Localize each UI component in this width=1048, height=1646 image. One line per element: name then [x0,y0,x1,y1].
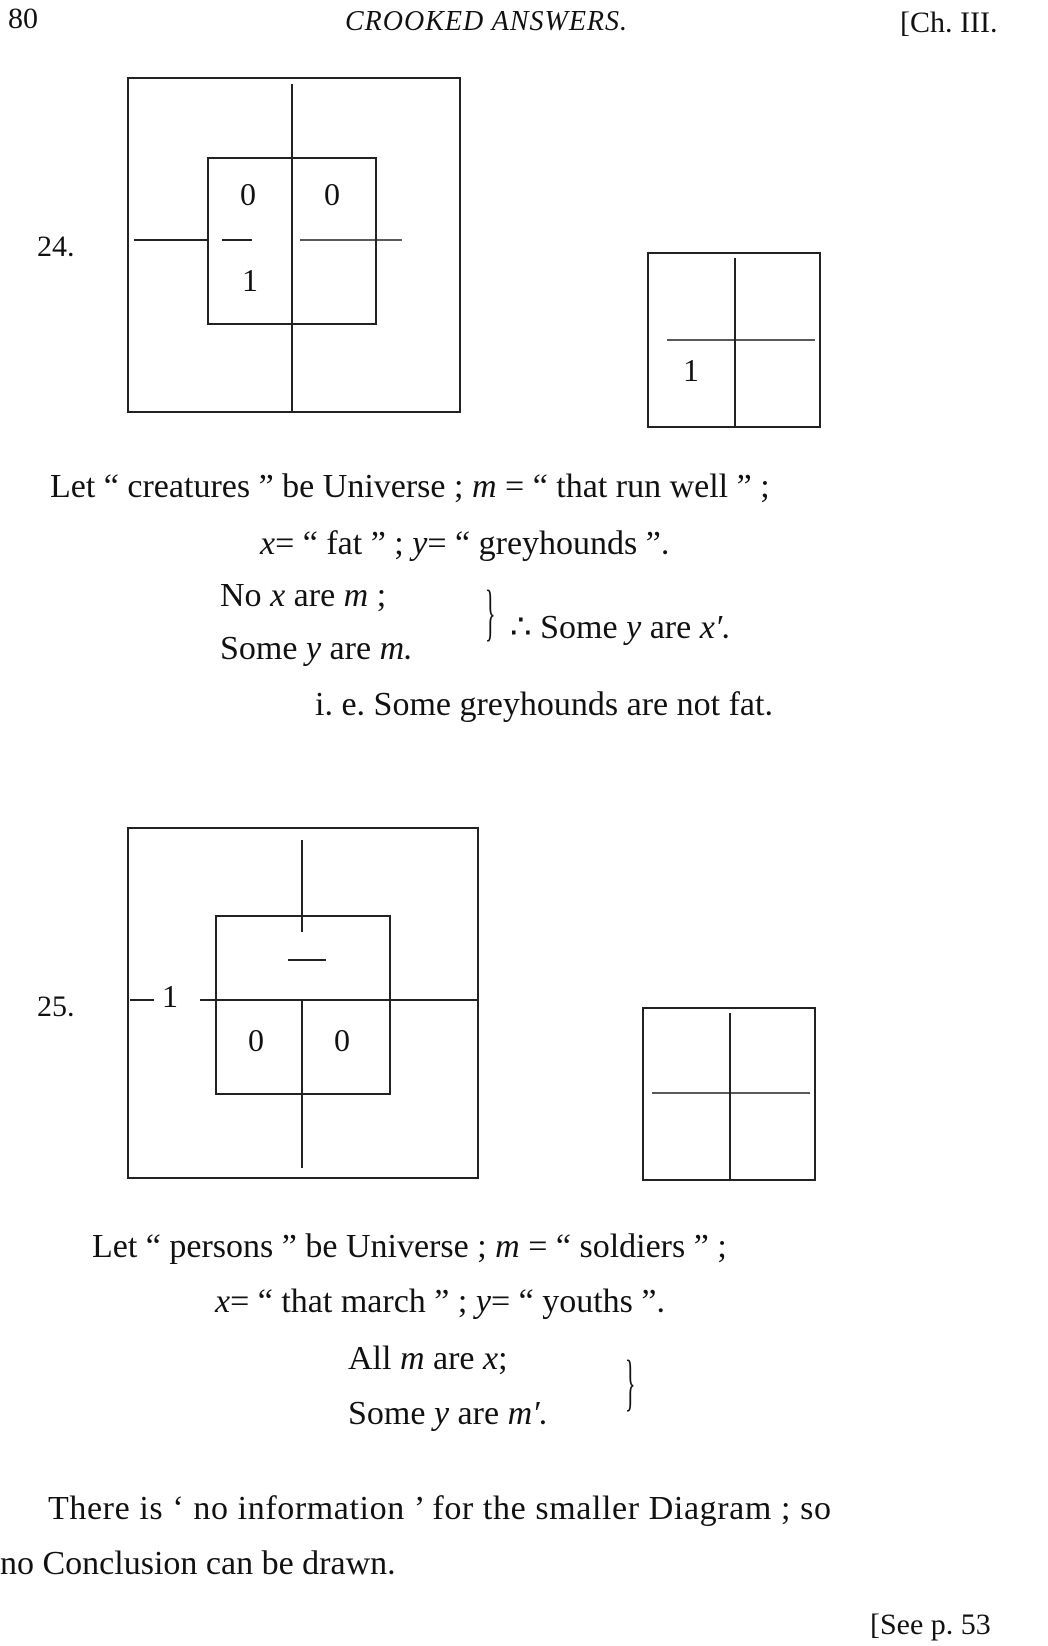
running-title: CROOKED ANSWERS. [345,6,629,37]
variable-x: x [260,525,276,562]
problem-24-conclusion [510,607,731,647]
diagram-cell: 0 [240,176,256,212]
problem-24-premise-2 [220,630,413,668]
text-fragment: are [433,1340,475,1377]
text-fragment: are [649,609,692,646]
text-fragment: Let “ creatures ” be Universe ; [50,468,464,505]
problem-24-number: 24. [37,230,75,263]
text-fragment: are [293,577,336,614]
problem-25-note-line-2: no Conclusion can be drawn. [0,1545,396,1582]
see-page-reference: [See p. 53 [870,1608,991,1641]
brace-icon: } [485,579,496,647]
problem-25-line-1 [92,1228,727,1266]
chapter-label: [Ch. III. [900,6,998,39]
variable-m: m [399,1340,425,1377]
variable-x: x [270,577,286,614]
problem-25-number: 25. [37,990,75,1023]
problem-25-line-2 [215,1283,665,1321]
text-fragment: = “ that run well ” ; [505,468,770,505]
text-fragment: Some [540,609,618,646]
variable-x: x [215,1283,231,1320]
text-fragment: Some [220,630,298,667]
problem-24-line-1 [50,468,770,506]
problem-24-small-diagram [645,250,825,435]
problem-25-note-line-1: There is ‘ no information ’ for the smaller Diagram ; so [48,1490,832,1527]
diagram-cell: 0 [334,1022,350,1058]
diagram-cell: 0 [324,176,340,212]
problem-25-premise-1 [348,1340,508,1378]
problem-25-premise-2 [348,1395,548,1433]
therefore-symbol: ∴ [510,609,532,646]
text-fragment: are [329,630,372,667]
text-fragment: = “ that march ” ; [230,1283,468,1320]
brace-icon: } [625,1349,636,1417]
variable-y: y [412,525,428,562]
problem-24-line-2 [260,525,669,563]
variable-y: y [433,1395,450,1432]
text-fragment: = “ youths ”. [490,1283,665,1320]
variable-m: m [495,1228,520,1265]
problem-24-interpretation: i. e. Some greyhounds are not fat. [315,686,773,723]
text-fragment: = “ fat ” ; [275,525,404,562]
text-fragment: No [220,577,262,614]
variable-x: x [483,1340,499,1377]
variable-x-prime: x′. [699,609,731,646]
variable-y: y [475,1283,491,1320]
problem-25-large-diagram [120,820,480,1180]
text-fragment: Let “ persons ” be Universe ; [92,1228,487,1265]
variable-m: m [471,468,497,505]
text-fragment: All [348,1340,392,1377]
problem-24-premise-1 [220,577,386,615]
text-fragment: = “ soldiers ” ; [528,1228,727,1265]
diagram-cell: 0 [248,1022,264,1058]
problem-25-small-diagram [640,1005,820,1185]
text-fragment: are [457,1395,500,1432]
text-fragment: ; [376,577,387,614]
text-fragment: Some [348,1395,426,1432]
variable-m-prime: m′. [507,1395,549,1432]
page-number: 80 [8,2,38,35]
problem-24-large-diagram [120,70,480,430]
variable-m: m [343,577,369,614]
text-fragment: ; [498,1340,508,1377]
diagram-cell: 1 [683,352,699,388]
diagram-cell: 1 [162,978,178,1014]
diagram-cell: 1 [242,262,258,298]
variable-y: y [626,609,642,646]
variable-y: y [305,630,322,667]
text-fragment: = “ greyhounds ”. [427,525,670,562]
variable-m: m. [379,630,413,667]
